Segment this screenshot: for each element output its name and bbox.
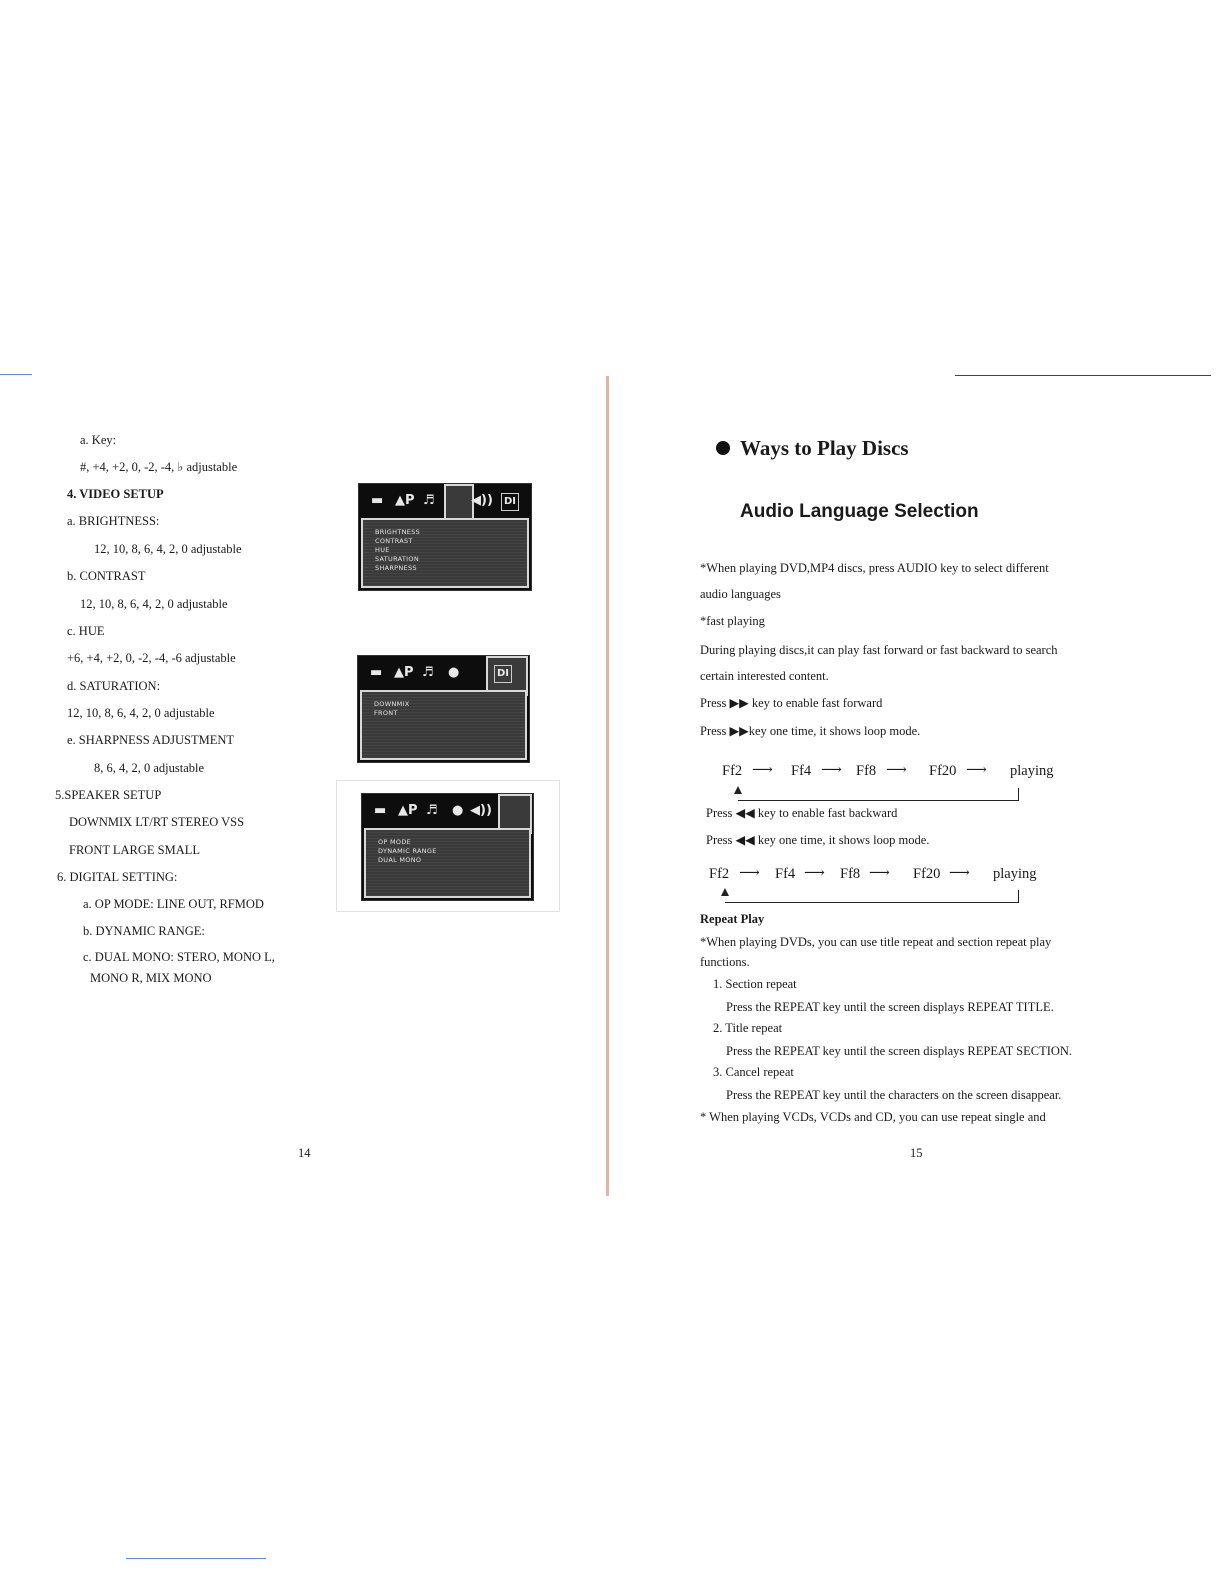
text-line: a. Key:	[80, 433, 117, 447]
arrow-right-icon: ⟶	[869, 865, 890, 881]
osd-item: DYNAMIC RANGE	[378, 847, 437, 855]
screen-icon: ▬	[374, 803, 387, 818]
text-line: 4. VIDEO SETUP	[67, 487, 164, 501]
text-line: 5.SPEAKER SETUP	[55, 788, 162, 802]
loop-return-line	[738, 788, 1019, 801]
section-heading: Ways to Play Discs	[740, 436, 909, 460]
loop-step: playing	[1010, 763, 1054, 779]
text-line: functions.	[700, 955, 750, 969]
text-line: e. SHARPNESS ADJUSTMENT	[67, 733, 235, 747]
text-line: * When playing VCDs, VCDs and CD, you can use repeat single and	[700, 1110, 1046, 1124]
text-line: 8, 6, 4, 2, 0 adjustable	[94, 761, 205, 775]
text-line: Press the REPEAT key until the screen displays REPEAT TITLE.	[726, 1000, 1054, 1014]
left-page-number: 14	[298, 1146, 311, 1160]
text-line: DOWNMIX LT/RT STEREO VSS	[69, 815, 245, 829]
text-line: 1. Section repeat	[713, 977, 797, 991]
top-left-edge-line	[0, 374, 32, 375]
text-line: c. DUAL MONO: STERO, MONO L,	[83, 950, 275, 964]
text-line: #, +4, +2, 0, -2, -4, ♭ adjustable	[80, 460, 238, 474]
text-line: certain interested content.	[700, 669, 829, 683]
loop-step: Ff8	[856, 763, 877, 779]
book-spine	[606, 376, 609, 1196]
bottom-left-edge-line	[126, 1558, 266, 1559]
text-line: a. OP MODE: LINE OUT, RFMOD	[83, 897, 264, 911]
text-line: audio languages	[700, 587, 781, 601]
text-line: 3. Cancel repeat	[713, 1065, 794, 1079]
loop-step: playing	[993, 866, 1037, 882]
arrow-right-icon: ⟶	[804, 865, 825, 881]
text-line: MONO R, MIX MONO	[90, 971, 212, 985]
text-line: Repeat Play	[700, 912, 765, 926]
screen-icon: ▬	[371, 493, 384, 508]
digital-icon: DI	[494, 665, 512, 683]
text-line: *When playing DVDs, you can use title repeat and section repeat play	[700, 935, 1052, 949]
loop-step: Ff4	[775, 866, 796, 882]
text-line: 6. DIGITAL SETTING:	[57, 870, 178, 884]
loop-step: Ff8	[840, 866, 861, 882]
disc-icon: ●	[448, 665, 460, 680]
text-line: Press the REPEAT key until the screen displays REPEAT SECTION.	[726, 1044, 1073, 1058]
right-page-number: 15	[910, 1146, 923, 1160]
osd-item: DUAL MONO	[378, 856, 422, 864]
music-icon: ♬	[423, 493, 435, 508]
arrow-right-icon: ⟶	[886, 762, 907, 778]
arrow-right-icon: ⟶	[821, 762, 842, 778]
text-line: 2. Title repeat	[713, 1021, 783, 1035]
text-line: b. CONTRAST	[67, 569, 146, 583]
text-line: Press ◀◀ key one time, it shows loop mode.	[706, 833, 930, 847]
loop-return-line	[725, 890, 1019, 903]
person-icon: ▲P	[394, 665, 414, 680]
text-line: d. SATURATION:	[67, 679, 161, 693]
arrow-right-icon: ⟶	[966, 762, 987, 778]
text-line: Press the REPEAT key until the characters on the screen disappear.	[726, 1088, 1062, 1102]
osd-video-setup-screen	[358, 483, 532, 591]
text-line: *When playing DVD,MP4 discs, press AUDIO key to select different	[700, 561, 1049, 575]
text-line: Press ◀◀ key to enable fast backward	[706, 806, 898, 820]
arrow-right-icon: ⟶	[739, 865, 760, 881]
osd-item: CONTRAST	[375, 537, 413, 545]
osd-menu-panel	[361, 518, 529, 588]
text-line: a. BRIGHTNESS:	[67, 514, 160, 528]
loop-up-arrow-icon	[734, 786, 742, 794]
arrow-right-icon: ⟶	[949, 865, 970, 881]
music-icon: ♬	[426, 803, 438, 818]
loop-step: Ff20	[929, 763, 957, 779]
loop-step: Ff4	[791, 763, 812, 779]
loop-up-arrow-icon	[721, 888, 729, 896]
section-bullet-icon	[716, 441, 730, 455]
osd-item: BRIGHTNESS	[375, 528, 421, 536]
arrow-right-icon: ⟶	[752, 762, 773, 778]
text-line: 12, 10, 8, 6, 4, 2, 0 adjustable	[80, 597, 228, 611]
osd-speaker-setup-screen	[357, 655, 530, 763]
text-line: *fast playing	[700, 614, 765, 628]
text-line: Press ▶▶key one time, it shows loop mode.	[700, 724, 921, 738]
osd-item: SATURATION	[375, 555, 419, 563]
osd-menu-panel	[360, 690, 527, 760]
text-line: 12, 10, 8, 6, 4, 2, 0 adjustable	[94, 542, 242, 556]
text-line: +6, +4, +2, 0, -2, -4, -6 adjustable	[67, 651, 236, 665]
speaker-icon: ◀))	[470, 803, 492, 818]
text-line: c. HUE	[67, 624, 105, 638]
osd-digital-setup-screen	[361, 793, 534, 901]
music-icon: ♬	[422, 665, 434, 680]
top-right-edge-line	[955, 375, 1211, 376]
loop-step: Ff2	[722, 763, 743, 779]
text-line: 12, 10, 8, 6, 4, 2, 0 adjustable	[67, 706, 215, 720]
person-icon: ▲P	[398, 803, 418, 818]
osd-menu-panel	[364, 828, 531, 898]
speaker-icon: ◀))	[471, 493, 493, 508]
loop-step: Ff20	[913, 866, 941, 882]
text-line: b. DYNAMIC RANGE:	[83, 924, 205, 938]
osd-item: DOWNMIX	[374, 700, 410, 708]
loop-step: Ff2	[709, 866, 730, 882]
person-icon: ▲P	[395, 493, 415, 508]
digital-icon: DI	[501, 493, 519, 511]
screen-icon: ▬	[370, 665, 383, 680]
osd-item: SHARPNESS	[375, 564, 417, 572]
text-line: During playing discs,it can play fast forward or fast backward to search	[700, 643, 1058, 657]
text-line: FRONT LARGE SMALL	[69, 843, 201, 857]
osd-item: FRONT	[374, 709, 398, 717]
disc-icon: ●	[452, 803, 464, 818]
text-line: Press ▶▶ key to enable fast forward	[700, 696, 883, 710]
osd-item: HUE	[375, 546, 390, 554]
osd-item: OP MODE	[378, 838, 412, 846]
subsection-heading: Audio Language Selection	[740, 501, 979, 522]
